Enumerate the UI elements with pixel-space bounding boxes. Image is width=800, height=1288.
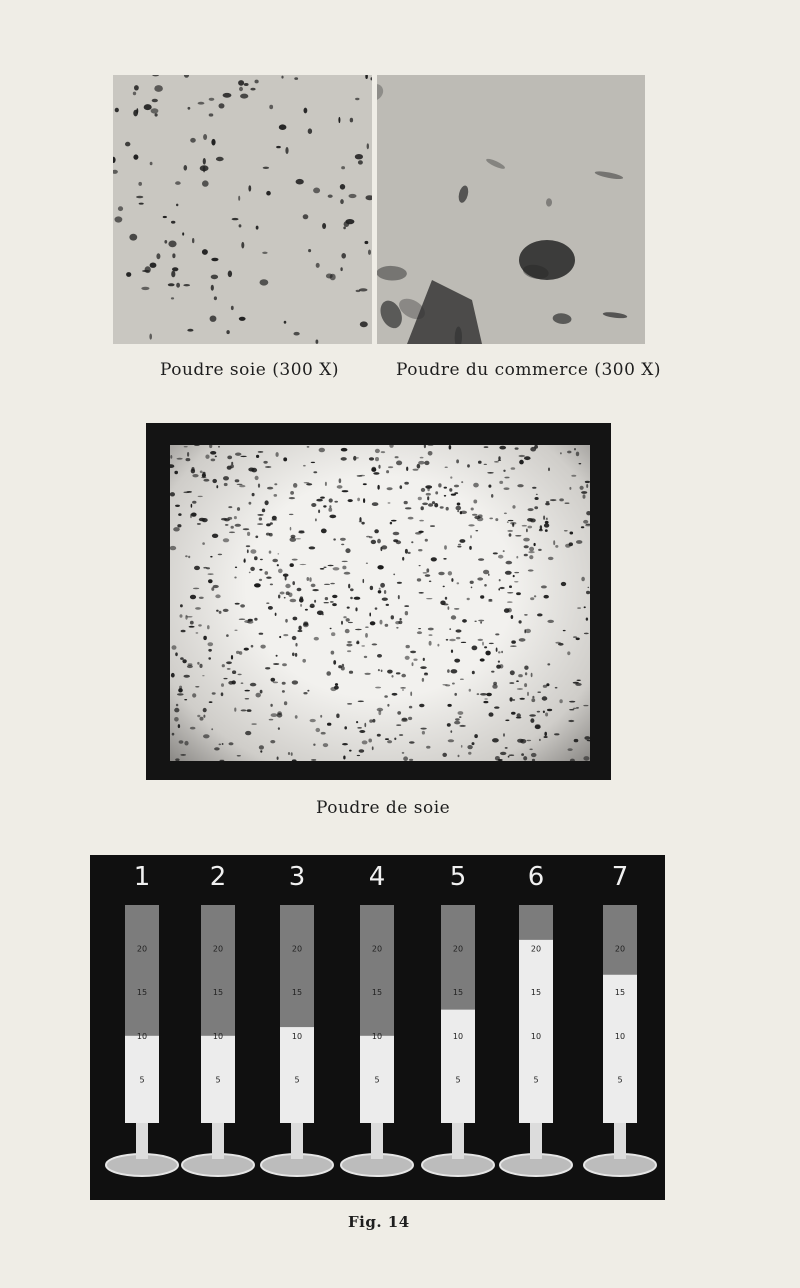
- cylinder-stem: [614, 1123, 626, 1159]
- cylinder-number: 1: [133, 862, 151, 892]
- figure-caption: Fig. 14: [348, 1213, 410, 1231]
- cylinder-number: 7: [611, 862, 629, 892]
- micrograph-poudre-commerce: [377, 75, 645, 344]
- scale-label: 10: [614, 1031, 626, 1041]
- micrograph-poudre-soie: [113, 75, 372, 344]
- scale-label: 20: [291, 944, 303, 954]
- scale-label: 20: [452, 944, 464, 954]
- powder-particles: [170, 445, 590, 761]
- cylinder-stem: [136, 1123, 148, 1159]
- scale-label: 10: [212, 1031, 224, 1041]
- caption-poudre-soie: Poudre soie (300 X): [160, 360, 339, 380]
- scale-label: 10: [452, 1031, 464, 1041]
- scale-label: 20: [136, 944, 148, 954]
- scale-label: 20: [371, 944, 383, 954]
- scale-label: 15: [452, 988, 464, 998]
- cylinder-stem: [371, 1123, 383, 1159]
- cylinder-number: 5: [449, 862, 467, 892]
- scale-label: 15: [212, 988, 224, 998]
- scale-label: 10: [136, 1031, 148, 1041]
- cylinder-stem: [530, 1123, 542, 1159]
- scale-label: 20: [530, 944, 542, 954]
- caption-poudre-de-soie: Poudre de soie: [316, 798, 451, 818]
- scale-label: 5: [294, 1075, 300, 1085]
- scale-label: 5: [533, 1075, 539, 1085]
- scale-label: 15: [371, 988, 383, 998]
- scale-label: 20: [614, 944, 626, 954]
- cylinders-drawing: [90, 855, 665, 1200]
- powder-column: [441, 1010, 475, 1123]
- cylinder-stem: [291, 1123, 303, 1159]
- scale-label: 15: [614, 988, 626, 998]
- scale-label: 5: [139, 1075, 145, 1085]
- scale-label: 10: [371, 1031, 383, 1041]
- scale-label: 5: [617, 1075, 623, 1085]
- scale-label: 10: [530, 1031, 542, 1041]
- cylinder-stem: [212, 1123, 224, 1159]
- scale-label: 15: [136, 988, 148, 998]
- cylinder-number: 4: [368, 862, 386, 892]
- cylinder-stem: [452, 1123, 464, 1159]
- scale-label: 5: [215, 1075, 221, 1085]
- scale-label: 10: [291, 1031, 303, 1041]
- photo-poudre-de-soie: [170, 445, 590, 761]
- caption-poudre-commerce: Poudre du commerce (300 X): [396, 360, 662, 380]
- scale-label: 20: [212, 944, 224, 954]
- photo-graduated-cylinders: [90, 855, 665, 1200]
- cylinder-number: 6: [527, 862, 545, 892]
- scale-label: 15: [291, 988, 303, 998]
- micrograph-speckles: [113, 75, 372, 344]
- photo-poudre-de-soie-frame: [146, 423, 611, 780]
- cylinder-number: 2: [209, 862, 227, 892]
- micrograph-blobs: [377, 75, 645, 344]
- scale-label: 5: [374, 1075, 380, 1085]
- scale-label: 5: [455, 1075, 461, 1085]
- cylinder-number: 3: [288, 862, 306, 892]
- scale-label: 15: [530, 988, 542, 998]
